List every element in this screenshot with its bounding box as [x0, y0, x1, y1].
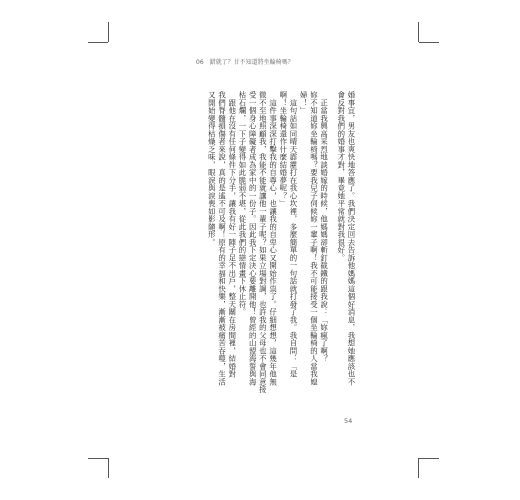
crop-mark — [88, 458, 108, 459]
text-column: 這句話如同晴天霹靂打在我心坎裡，多麼簡單的一句話就打發了我。我自問：「是 — [288, 91, 298, 378]
text-column: 枯石爛，一下子變得如此脆弱不堪，從此我們的戀情畫下休止符。 — [237, 91, 247, 316]
text-column: 正當我興高采烈地談婚嫁的時候，他媽媽卻斬釘截鐵的跟我說：「妳瘋了啊？ — [319, 91, 329, 363]
crop-mark — [108, 22, 109, 42]
text-column: 跟他在沒有任何條件下分手，讓我有好一陣子足不出戶，整天關在房間裡，結婚對 — [227, 91, 237, 378]
text-column: 微不至地照顧我，我能不能就讓他一輩子呢？如果立場對調，也許我的父母也不會同意接 — [258, 91, 268, 394]
crop-mark — [418, 22, 419, 42]
text-column: 婦！」 — [299, 91, 309, 115]
text-column: 我們脊髓損傷者來說，真的是遙不可及啊！原有的幸福和快樂，漸漸被痛苦吞噬，生活 — [217, 91, 227, 386]
text-column — [330, 91, 336, 341]
text-column: 妳不知道妳坐輪椅嗎？要我兒子伺候妳一輩子啊！我不可能接受一個坐輪椅的人當我媳 — [309, 91, 319, 386]
running-header: 06 錯就了？甘不知道將坐輪椅嗎？ — [196, 59, 294, 66]
text-column: 這件事深深打擊我的自尊心，也讓我的自卑心又開始作祟了。仔細想想，這幾年他無 — [268, 91, 278, 386]
crop-mark — [419, 458, 439, 459]
vertical-text-block — [171, 91, 356, 394]
crop-mark — [419, 42, 439, 43]
crop-mark — [418, 458, 419, 478]
crop-mark — [108, 458, 109, 478]
crop-mark — [88, 42, 108, 43]
text-column: 受一個身心障礙者成為家中的一份子。因此我下定決心要離開他！曾經的山盟海誓與海 — [248, 91, 258, 386]
text-column: 會反對我們的婚事才對，畢竟她平常就對我很好。 — [336, 91, 346, 262]
text-column: 啊！坐輪椅還作什麼結婚夢呢？」 — [278, 91, 288, 208]
text-column: 又開始變得枯燥乏味，眼淚與淚喪如影隨形。 — [207, 91, 217, 246]
page-number: 54 — [344, 417, 353, 425]
text-column: 婚事宜，男友也爽快地答應了。我們決定回去告訴他媽媽這個好消息，我想她應該也不 — [347, 91, 356, 386]
